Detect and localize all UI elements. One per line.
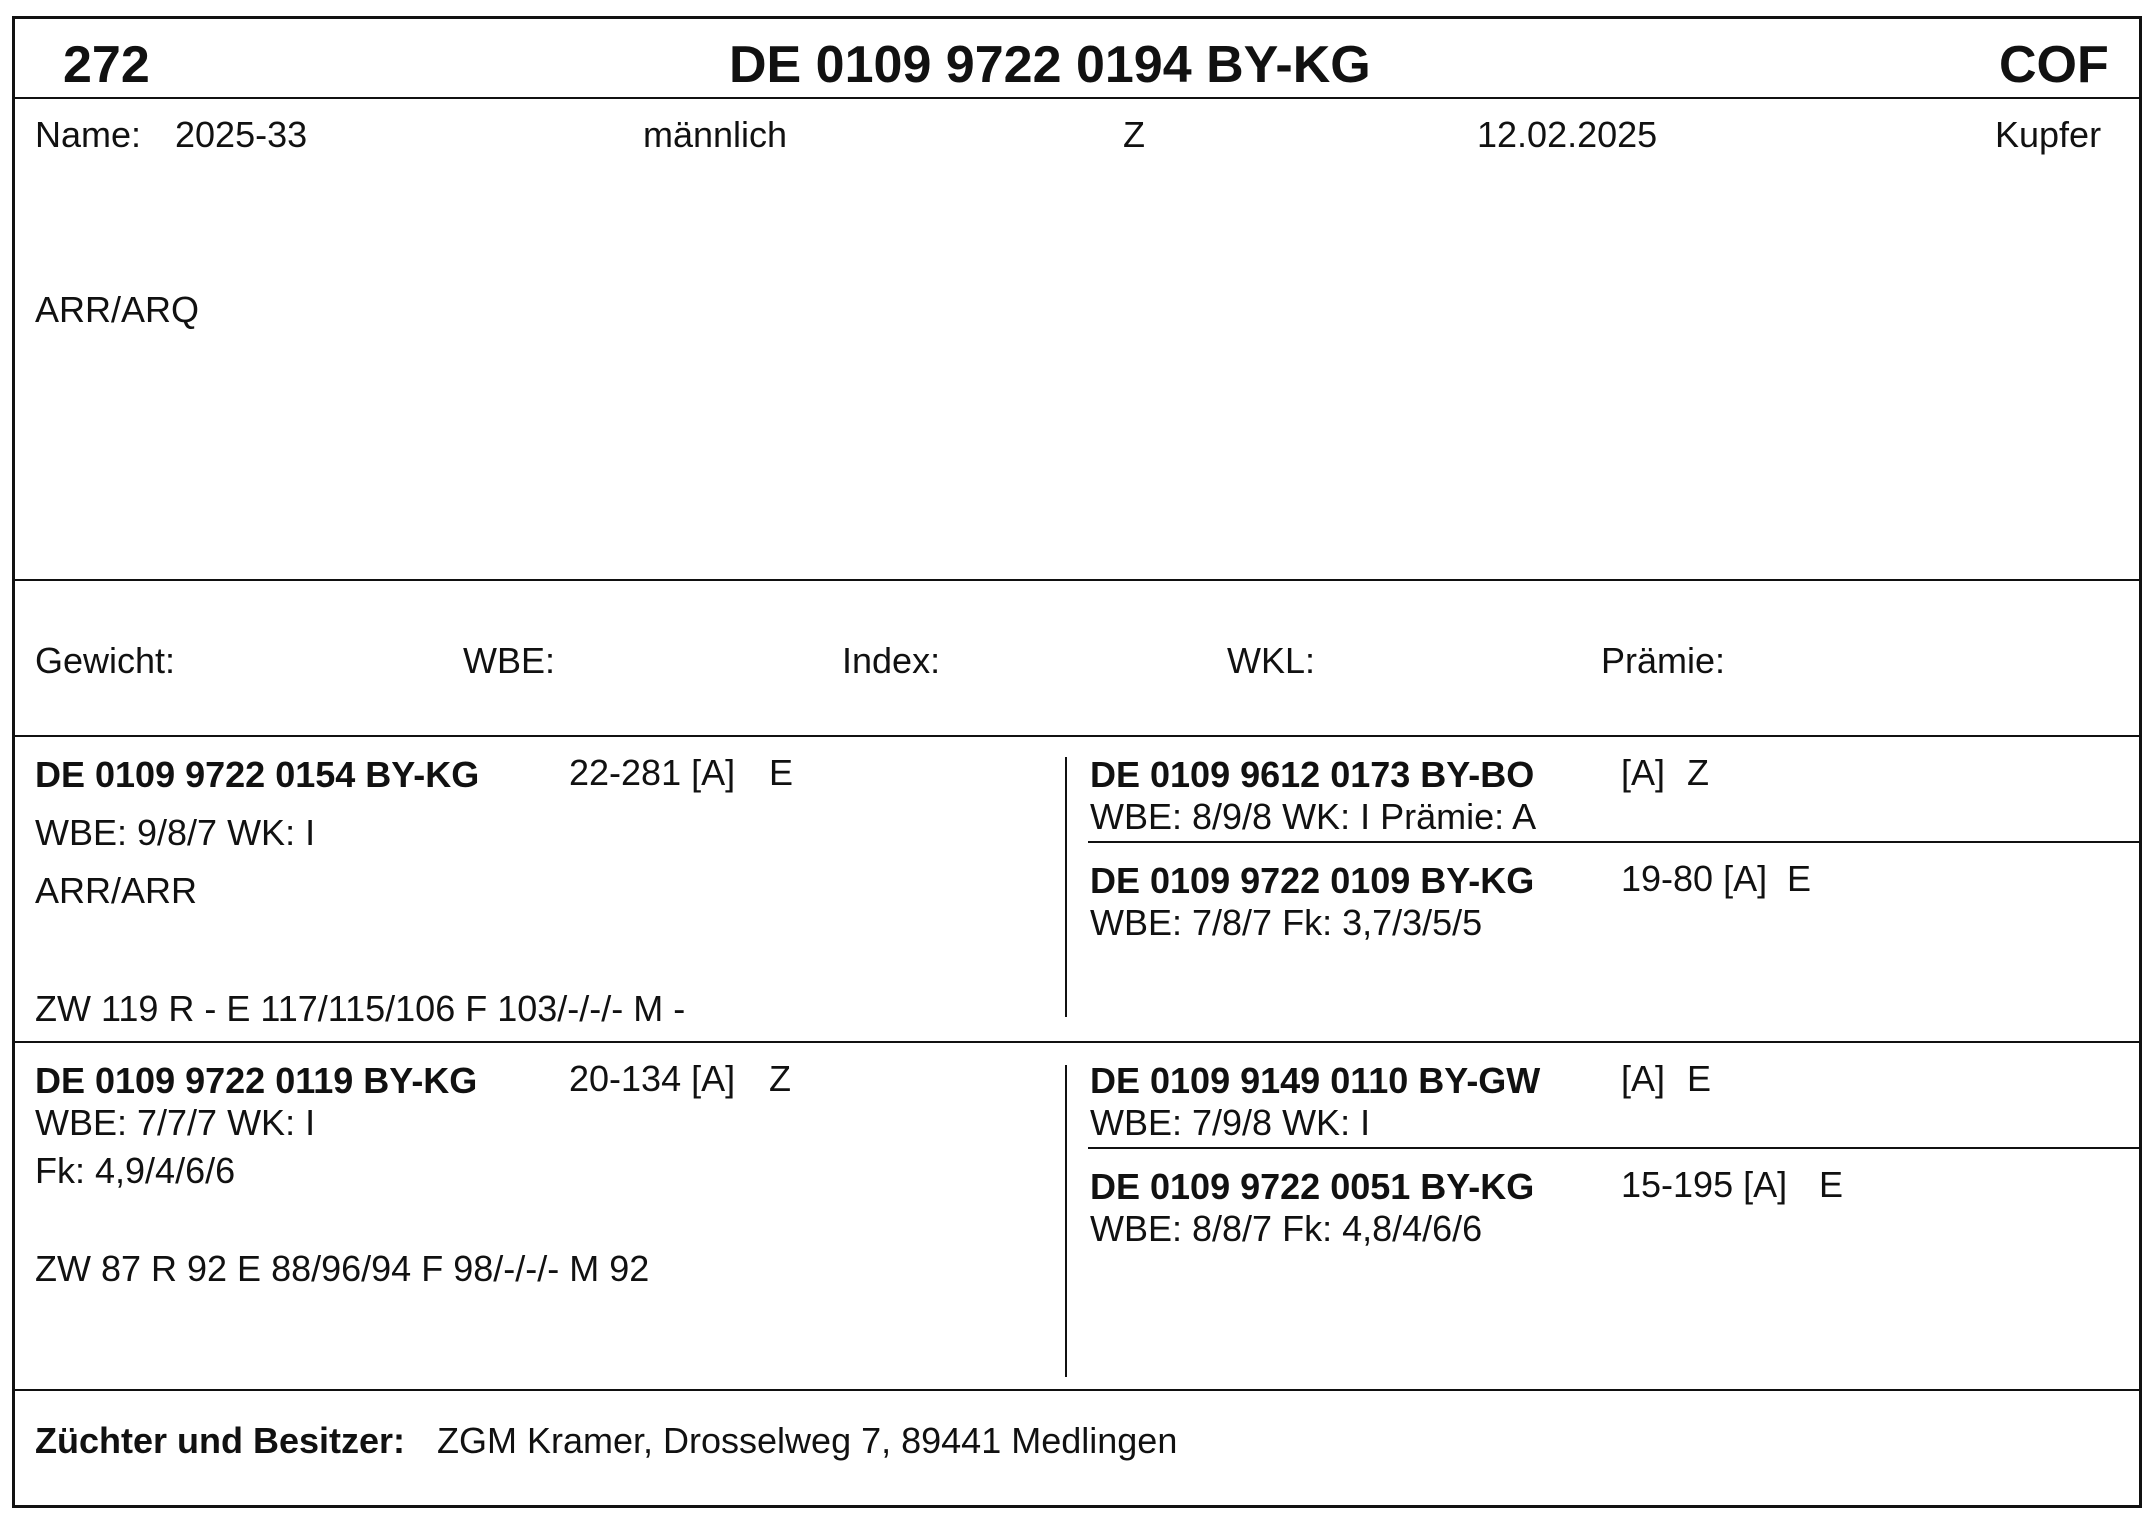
header-divider [15,97,2139,99]
dam-column-divider [1065,1065,1067,1377]
sire-id: DE 0109 9722 0154 BY-KG [35,754,480,795]
dam-grandparents-divider [1088,1147,2139,1149]
sire-sire-number: [A] [1621,752,1666,793]
premium-label: Prämie: [1601,640,1726,681]
weight-label: Gewicht: [35,640,176,681]
footer-divider [15,1389,2139,1391]
date-value: 12.02.2025 [1477,114,1658,155]
index-label: Index: [842,640,941,681]
dam-dam-number: 15-195 [A] [1621,1164,1788,1205]
sire-breeding-value: ZW 119 R - E 117/115/106 F 103/-/-/- M - [35,988,686,1029]
dam-id: DE 0109 9722 0119 BY-KG [35,1060,478,1101]
breeder-value: ZGM Kramer, Drosselweg 7, 89441 Medlingen [437,1420,1178,1461]
code-label: COF [1999,36,2109,94]
sire-sire-id: DE 0109 9612 0173 BY-BO [1090,754,1535,795]
sire-column-divider [1065,757,1067,1017]
sire-sire-type: Z [1687,752,1709,793]
breeder-label: Züchter und Besitzer: [35,1420,406,1461]
ring-number: DE 0109 9722 0194 BY-KG [729,36,1371,94]
genotype-value: ARR/ARQ [35,289,200,330]
sire-number: 22-281 [A] [569,752,736,793]
catalog-number: 272 [63,36,150,94]
dam-type: Z [769,1058,791,1099]
dam-sire-id: DE 0109 9149 0110 BY-GW [1090,1060,1541,1101]
dam-dam-wbe: WBE: 8/8/7 Fk: 4,8/4/6/6 [1090,1208,1483,1249]
wkl-label: WKL: [1227,640,1316,681]
dam-sire-type: E [1687,1058,1712,1099]
type-value: Z [1123,114,1145,155]
dam-dam-id: DE 0109 9722 0051 BY-KG [1090,1166,1535,1207]
sire-wbe: WBE: 9/8/7 WK: I [35,812,316,853]
dam-breeding-value: ZW 87 R 92 E 88/96/94 F 98/-/-/- M 92 [35,1248,650,1289]
dam-fk: Fk: 4,9/4/6/6 [35,1150,236,1191]
color-value: Kupfer [1995,114,2102,155]
sire-dam-id: DE 0109 9722 0109 BY-KG [1090,860,1535,901]
dam-wbe: WBE: 7/7/7 WK: I [35,1102,316,1143]
info-divider [15,579,2139,581]
sire-sire-wbe: WBE: 8/9/8 WK: I Prämie: A [1090,796,1537,837]
sire-dam-type: E [1787,858,1812,899]
wbe-label: WBE: [463,640,556,681]
name-value: 2025-33 [175,114,308,155]
sire-grandparents-divider [1088,841,2139,843]
dam-dam-type: E [1819,1164,1844,1205]
sire-dam-wbe: WBE: 7/8/7 Fk: 3,7/3/5/5 [1090,902,1483,943]
sire-dam-divider [15,1041,2139,1043]
dam-sire-number: [A] [1621,1058,1666,1099]
sire-dam-number: 19-80 [A] [1621,858,1768,899]
assessment-divider [15,735,2139,737]
dam-number: 20-134 [A] [569,1058,736,1099]
sire-genotype: ARR/ARR [35,870,198,911]
sire-type: E [769,752,794,793]
pedigree-card [12,16,2142,1508]
sex-value: männlich [643,114,788,155]
dam-sire-wbe: WBE: 7/9/8 WK: I [1090,1102,1371,1143]
name-label: Name: [35,114,142,155]
